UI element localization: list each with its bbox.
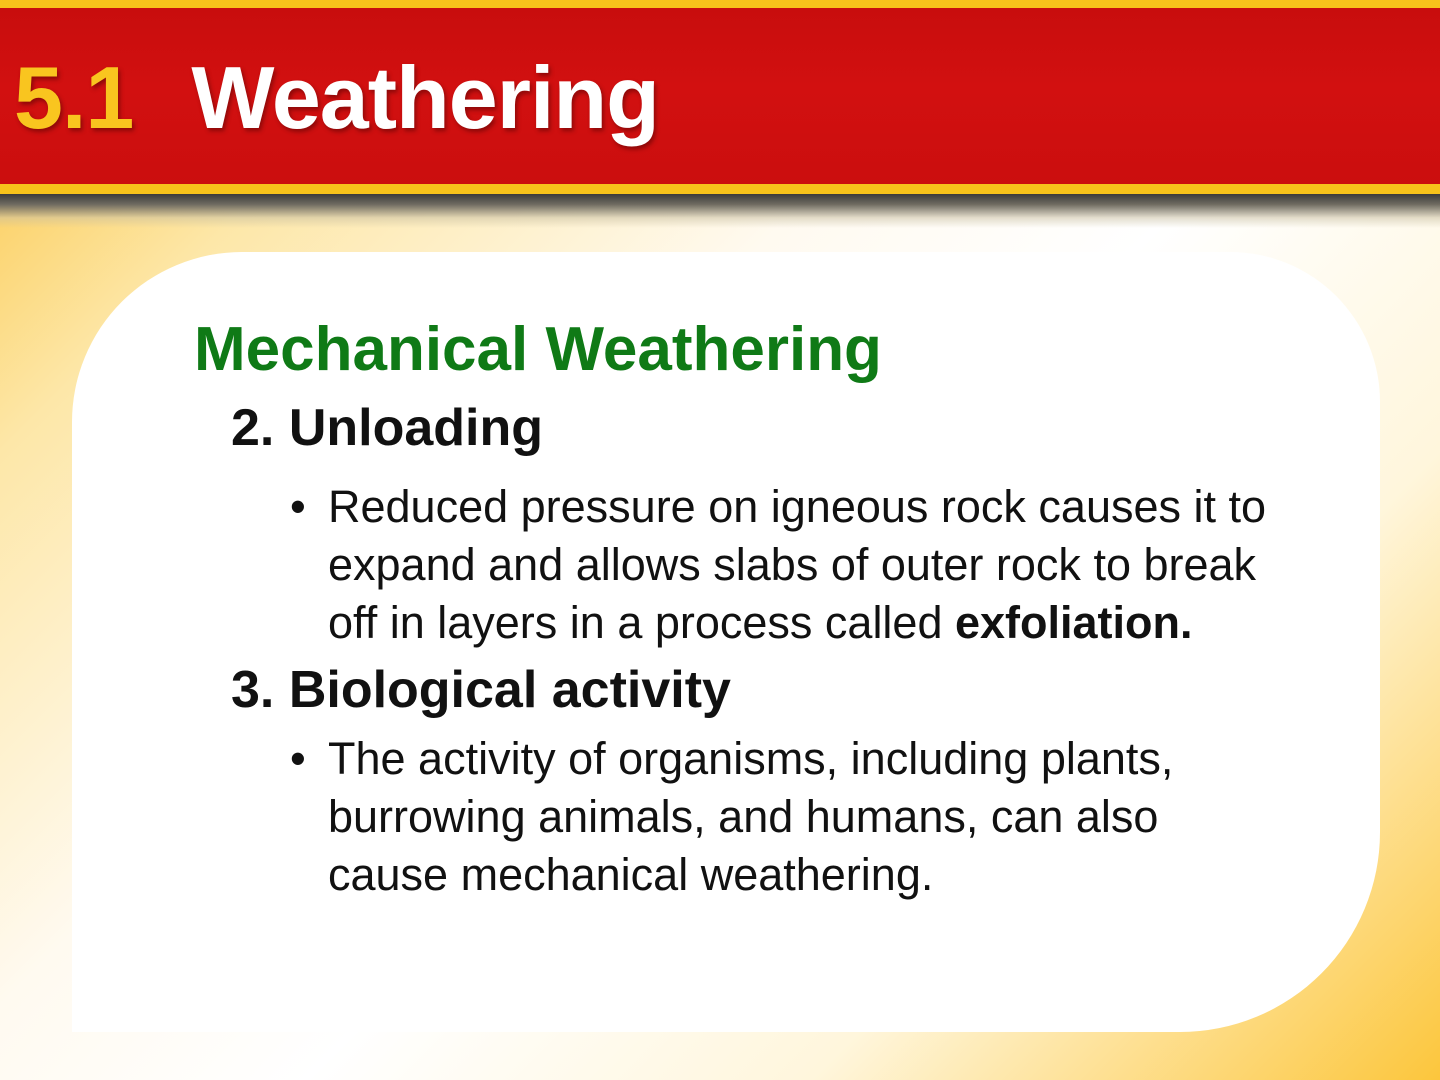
item-title-unloading: 2. Unloading bbox=[231, 399, 543, 457]
section-number: 5.1 bbox=[14, 48, 134, 147]
header-top-stripe bbox=[0, 0, 1440, 8]
bullet-text-unloading bbox=[328, 478, 1360, 652]
bullet-text-biological-activity: The activity of organisms, including plants, burrowing animals, and humans, can also cause mechanical weathering. bbox=[328, 733, 1174, 900]
content-heading: Mechanical Weathering bbox=[194, 315, 882, 384]
bullet-dot: • bbox=[290, 481, 306, 532]
bullet-dot: • bbox=[290, 733, 306, 784]
section-title: Weathering bbox=[191, 48, 659, 147]
bullet-body-unloading: Reduced pressure on igneous rock causes it to expand and allows slabs of outer rock to break off in layers in a process called bbox=[328, 481, 1267, 648]
bullet-unloading bbox=[290, 478, 1360, 652]
header-bottom-stripe bbox=[0, 184, 1440, 194]
slide-title bbox=[14, 48, 659, 148]
term-exfoliation: exfoliation. bbox=[955, 597, 1193, 648]
header-shadow bbox=[0, 194, 1440, 228]
bullet-biological-activity bbox=[290, 730, 1360, 904]
item-title-biological-activity: 3. Biological activity bbox=[231, 661, 731, 719]
